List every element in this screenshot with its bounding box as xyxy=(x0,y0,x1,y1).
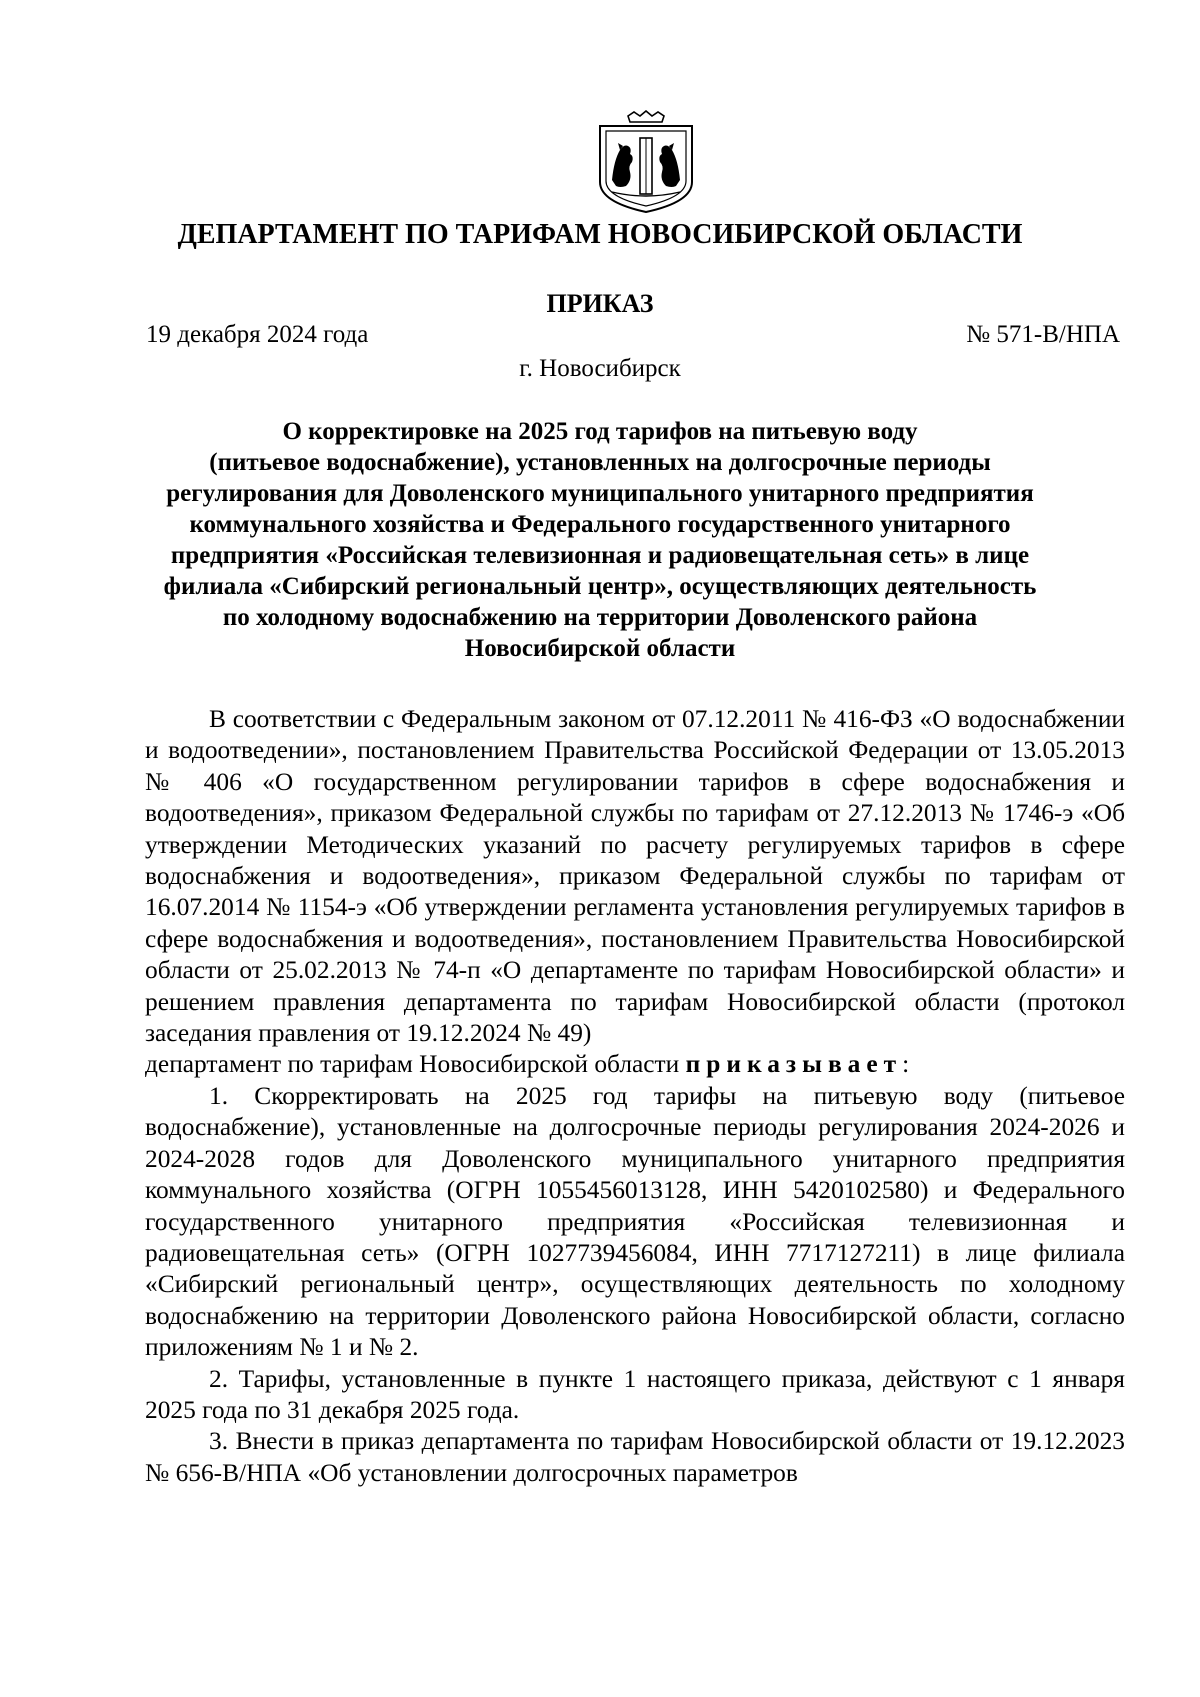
title-line: филиала «Сибирский региональный центр», осуществляющих деятельность xyxy=(163,573,1037,600)
decree-suffix: : xyxy=(902,1050,910,1079)
order-date: 19 декабря 2024 года xyxy=(146,321,369,348)
order-city: г. Новосибирск xyxy=(519,355,681,382)
coat-of-arms-icon xyxy=(598,110,694,214)
order-body xyxy=(145,704,1125,1489)
decree-word: приказывает xyxy=(685,1050,903,1079)
order-number: № 571-В/НПА xyxy=(966,321,1120,348)
title-line: (питьевое водоснабжение), установленных на долгосрочные периоды xyxy=(209,449,991,476)
title-line: О корректировке на 2025 год тарифов на питьевую воду xyxy=(282,418,918,445)
title-line: коммунального хозяйства и Федерального государственного унитарного xyxy=(189,511,1011,538)
decree-prefix: департамент по тарифам Новосибирской области xyxy=(145,1050,686,1079)
title-line: Новосибирской области xyxy=(464,635,736,662)
title-line: регулирования для Доволенского муниципального унитарного предприятия xyxy=(166,480,1034,507)
department-name: ДЕПАРТАМЕНТ ПО ТАРИФАМ НОВОСИБИРСКОЙ ОБЛАСТИ xyxy=(177,219,1023,250)
preamble-paragraph: В соответствии с Федеральным законом от 07.12.2011 № 416-ФЗ «О водоснабжении и водоотведении», постановлением Правительства Российской Федерации от 13.05.2013 № 406 «О государственном регулировании тарифов в сфере водоснабжения и водоотведения», приказом Федеральной службы по тарифам от 27.12.2013 № 1746-э «Об утверждении Методических указаний по расчету регулируемых тарифов в сфере водоснабжения и водоотведения», приказом Федеральной службы по тарифам от 16.07.2014 № 1154-э «Об утверждении регламента установления регулируемых тарифов в сфере водоснабжения и водоотведения», постановлением Правительства Новосибирской области от 25.02.2013 № 74-п «О департаменте по тарифам Новосибирской области» и решением правления департамента по тарифам Новосибирской области (протокол заседания правления от 19.12.2024 № 49) xyxy=(145,705,1125,1048)
title-line: по холодному водоснабжению на территории Доволенского района xyxy=(222,604,978,631)
decree-line xyxy=(145,1049,1125,1080)
document-type: ПРИКАЗ xyxy=(546,289,654,318)
title-line: предприятия «Российская телевизионная и радиовещательная сеть» в лице xyxy=(170,542,1030,569)
order-title xyxy=(140,416,1060,664)
item-2-paragraph: 2. Тарифы, установленные в пункте 1 настоящего приказа, действуют с 1 января 2025 года по 31 декабря 2025 года. xyxy=(145,1364,1125,1424)
item-3-paragraph: 3. Внести в приказ департамента по тарифам Новосибирской области от 19.12.2023 № 656-В/НПА «Об установлении долгосрочных параметров xyxy=(145,1427,1125,1487)
item-1-paragraph: 1. Скорректировать на 2025 год тарифы на питьевую воду (питьевое водоснабжение), установленные на долгосрочные периоды регулирования 2024-2026 и 2024-2028 годов для Доволенского муниципального унитарного предприятия коммунального хозяйства (ОГРН 1055456013128, ИНН 5420102580) и Федерального государственного унитарного предприятия «Российская телевизионная и радиовещательная сеть» (ОГРН 1027739456084, ИНН 7717127211) в лице филиала «Сибирский региональный центр», осуществляющих деятельность по холодному водоснабжению на территории Доволенского района Новосибирской области, согласно приложениям № 1 и № 2. xyxy=(145,1081,1125,1362)
